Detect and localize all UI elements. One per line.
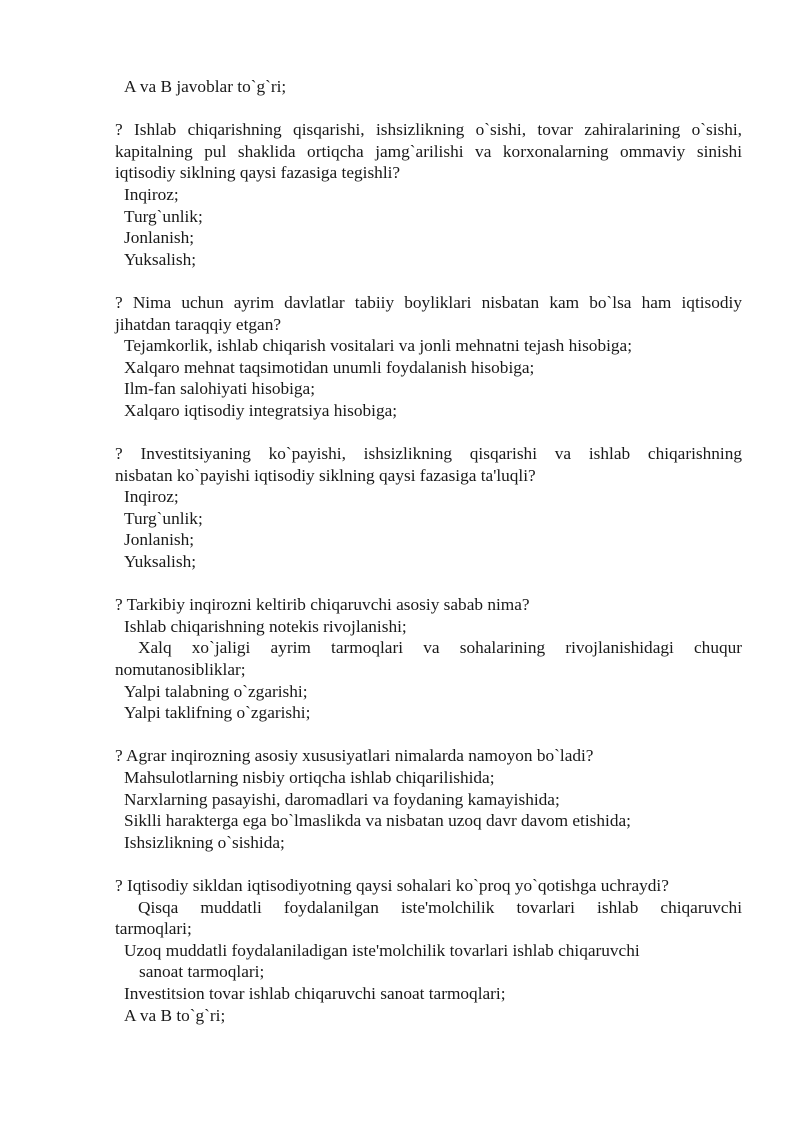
spacer (115, 853, 742, 875)
answer-option: Xalqaro iqtisodiy integratsiya hisobiga; (124, 400, 398, 420)
question-text: ? Iqtisodiy sikldan iqtisodiyotning qaysi sohalari ko`proq yo`qotishga uchraydi? (115, 875, 669, 895)
answer-option: Turg`unlik; (124, 206, 203, 226)
answer-option: Jonlanish; (124, 530, 195, 550)
answer-option: Xalqaro mehnat taqsimotidan unumli foydalanish hisobiga; (124, 357, 535, 377)
answer-option: Ishsizlikning o`sishida; (124, 832, 285, 852)
spacer (115, 573, 742, 595)
answer-option: Narxlarning pasayishi, daromadlari va foydaning kamayishida; (124, 789, 560, 809)
answer-option: Jonlanish; (124, 228, 195, 248)
question-block (115, 875, 742, 1026)
question-block (115, 119, 742, 270)
answer-option: Tejamkorlik, ishlab chiqarish vositalari va jonli mehnatni tejash hisobiga; (124, 336, 632, 356)
answer-option-continuation: tarmoqlari; (115, 919, 192, 939)
answer-option: Yalpi talabning o`zgarishi; (124, 681, 308, 701)
answer-option: Turg`unlik; (124, 508, 203, 528)
spacer (115, 422, 742, 444)
spacer (115, 270, 742, 292)
question-block (115, 443, 742, 573)
question-text: ? Ishlab chiqarishning qisqarishi, ishsizlikning o`sishi, tovar zahiralarining o`sishi, (115, 120, 742, 140)
answer-option: Uzoq muddatli foydalaniladigan iste'molchilik tovarlari ishlab chiqaruvchi (124, 940, 640, 960)
answer-option: Yuksalish; (124, 552, 197, 572)
answer-option: Xalq xo`jaligi ayrim tarmoqlari va sohalarining rivojlanishidagi chuqur (138, 638, 742, 658)
answer-option: Investitsion tovar ishlab chiqaruvchi sanoat tarmoqlari; (124, 983, 506, 1003)
question-block (115, 594, 742, 724)
question-text: jihatdan taraqqiy etgan? (115, 314, 282, 334)
spacer (115, 98, 742, 120)
answer-option: A va B to`g`ri; (124, 1005, 226, 1025)
answer-option: Mahsulotlarning nisbiy ortiqcha ishlab chiqarilishida; (124, 768, 495, 787)
answer-option: Qisqa muddatli foydalanilgan iste'molchilik tovarlari ishlab chiqaruvchi (138, 897, 742, 917)
document-page (115, 76, 742, 1026)
question-text: nisbatan ko`payishi iqtisodiy siklning qaysi fazasiga ta'luqli? (115, 465, 536, 485)
answer-option: Inqiroz; (124, 487, 179, 507)
answer-option: Siklli harakterga ega bo`lmaslikda va nisbatan uzoq davr davom etishida; (124, 811, 631, 831)
answer-option: Yalpi taklifning o`zgarishi; (124, 703, 311, 723)
question-text: iqtisodiy siklning qaysi fazasiga tegishli? (115, 163, 401, 183)
answer-option: A va B javoblar to`g`ri; (124, 77, 287, 96)
spacer (115, 724, 742, 746)
question-text: ? Agrar inqirozning asosiy xususiyatlari nimalarda namoyon bo`ladi? (115, 746, 594, 766)
question-text: ? Nima uchun ayrim davlatlar tabiiy boyliklari nisbatan kam bo`lsa ham iqtisodiy (115, 292, 742, 312)
answer-option: Ishlab chiqarishning notekis rivojlanishi; (124, 616, 407, 636)
question-text: kapitalning pul shaklida ortiqcha jamg`arilishi va korxonalarning ommaviy sinishi (115, 141, 742, 161)
answer-option-continuation: sanoat tarmoqlari; (139, 962, 265, 982)
answer-option: Yuksalish; (124, 249, 197, 269)
answer-option: Inqiroz; (124, 184, 179, 204)
answer-option-continuation: nomutanosibliklar; (115, 660, 246, 680)
question-block (115, 745, 742, 853)
question-text: ? Tarkibiy inqirozni keltirib chiqaruvchi asosiy sabab nima? (115, 595, 530, 615)
question-text: ? Investitsiyaning ko`payishi, ishsizlikning qisqarishi va ishlab chiqarishning (115, 444, 742, 464)
question-block (115, 292, 742, 422)
answer-option: Ilm-fan salohiyati hisobiga; (124, 379, 316, 399)
